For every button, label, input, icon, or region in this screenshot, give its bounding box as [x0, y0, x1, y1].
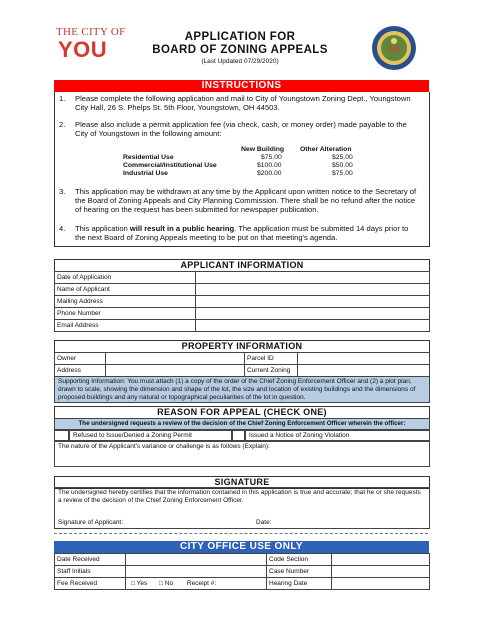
option1-label: Refused to Issue/Denied a Zoning Permit — [69, 430, 232, 441]
table-row — [55, 578, 430, 590]
fee-received-cell — [126, 578, 267, 590]
instruction-text: Please also include a permit application fee (via check, cash, or money order) made payable to the City of Youngstown in the following amount: — [75, 120, 407, 138]
fee-received-label: Fee Received — [55, 578, 126, 590]
table-row — [55, 296, 430, 308]
date-received-input[interactable] — [126, 554, 267, 566]
fee-row-new: $75.00 — [261, 154, 282, 161]
field-label: Email Address — [55, 320, 196, 332]
reason-heading: REASON FOR APPEAL (CHECK ONE) — [54, 406, 430, 419]
instructions-heading: INSTRUCTIONS — [54, 80, 429, 92]
table-row — [55, 365, 430, 377]
address-label: Address — [55, 365, 106, 377]
case-number-input[interactable] — [332, 566, 430, 578]
instruction-number: 4. — [59, 224, 66, 233]
date-label: Date: — [256, 519, 272, 526]
no-checkbox[interactable]: □ No — [159, 580, 174, 587]
fee-row-other: $50.00 — [332, 162, 353, 169]
table-row — [55, 308, 430, 320]
fee-col-new: New Building — [241, 146, 285, 153]
field-input[interactable] — [196, 320, 430, 332]
text-part: This application — [75, 224, 130, 233]
applicant-heading: APPLICANT INFORMATION — [54, 259, 430, 272]
office-heading: CITY OFFICE USE ONLY — [54, 541, 429, 553]
parcel-input[interactable] — [298, 353, 430, 365]
table-row — [55, 566, 430, 578]
fee-row-label: Industrial Use — [123, 170, 168, 177]
page-title-line2: BOARD OF ZONING APPEALS — [152, 44, 328, 56]
option1-checkbox[interactable] — [54, 430, 69, 441]
last-updated: (Last Updated 07/29/2020) — [201, 58, 279, 65]
case-number-label: Case Number — [267, 566, 332, 578]
fee-row-other: $75.00 — [332, 170, 353, 177]
office-table — [54, 553, 430, 590]
hearing-date-label: Hearing Date — [267, 578, 332, 590]
receipt-label: Receipt #: — [186, 580, 217, 587]
field-label: Name of Applicant — [55, 284, 196, 296]
instruction-number: 3. — [59, 187, 66, 196]
city-logo-text: THE CITY OF — [56, 26, 126, 38]
option2-label: Issued a Notice of Zoning Violation — [245, 430, 430, 441]
table-row — [55, 320, 430, 332]
table-row — [55, 353, 430, 365]
city-logo-you: YOU — [58, 37, 108, 62]
address-input[interactable] — [106, 365, 245, 377]
field-label: Mailing Address — [55, 296, 196, 308]
fee-row-label: Commercial/Institutional Use — [123, 162, 217, 169]
city-seal-icon — [371, 25, 417, 71]
field-input[interactable] — [196, 284, 430, 296]
instruction-number: 2. — [59, 120, 66, 129]
fee-row-new: $200.00 — [257, 170, 282, 177]
cut-line — [54, 533, 428, 534]
reason-subheading: The undersigned requests a review of the decision of the Chief Zoning Enforcement Officer wherein the officer: — [54, 418, 430, 430]
code-section-label: Code Section — [267, 554, 332, 566]
fee-row-label: Residential Use — [123, 154, 174, 161]
table-row — [55, 554, 430, 566]
zoning-input[interactable] — [298, 365, 430, 377]
field-label: Phone Number — [55, 308, 196, 320]
fee-row-other: $25.00 — [332, 154, 353, 161]
instruction-number: 1. — [59, 94, 66, 103]
staff-initials-label: Staff Initials — [55, 566, 126, 578]
signature-heading: SIGNATURE — [54, 476, 430, 489]
field-input[interactable] — [196, 296, 430, 308]
yes-checkbox[interactable]: □ Yes — [131, 580, 148, 587]
staff-initials-input[interactable] — [126, 566, 267, 578]
instruction-text: This application may be withdrawn at any time by the Applicant upon written notice to the Secretary of the Board of Zoning Appeals and City Planning Commission. There shall be no refund after the notice of hearing on the request has been submitted for newspaper publication. — [75, 187, 417, 214]
option2-checkbox[interactable] — [232, 430, 245, 441]
property-heading: PROPERTY INFORMATION — [54, 340, 430, 353]
signature-box — [54, 487, 430, 529]
fee-row-new: $100.00 — [257, 162, 282, 169]
field-label: Date of Application — [55, 272, 196, 284]
instruction-text: Please complete the following application and mail to City of Youngstown Zoning Dept., Youngstown City Hall, 26 S. Phelps St. 5th Floor, Youngstown, OH 44503. — [75, 94, 411, 112]
signature-certification: The undersigned hereby certifies that the information contained in this application is true and accurate; that he or she requests a review of the decision of the Chief Zoning Enforcement Officer. — [58, 489, 421, 504]
property-table — [54, 352, 430, 377]
signature-label: Signature of Applicant: — [58, 519, 124, 526]
owner-input[interactable] — [106, 353, 245, 365]
date-received-label: Date Received — [55, 554, 126, 566]
text-part-bold: will result in a public hearing — [129, 224, 235, 233]
zoning-label: Current Zoning — [245, 365, 298, 377]
table-row — [55, 272, 430, 284]
hearing-date-input[interactable] — [332, 578, 430, 590]
nature-explain-field[interactable] — [54, 441, 430, 467]
applicant-table — [54, 271, 430, 332]
page-title-line1: APPLICATION FOR — [184, 31, 296, 43]
fee-col-other: Other Alteration — [300, 146, 352, 153]
instructions-box — [54, 92, 430, 247]
code-section-input[interactable] — [332, 554, 430, 566]
field-input[interactable] — [196, 272, 430, 284]
nature-label: The nature of the Applicant's variance or challenge is as follows (Explain): — [58, 443, 270, 450]
supporting-information: Supporting Information: You must attach (1) a copy of the order of the Chief Zoning Enforcement Officer and (2) a plot plan, drawn to scale, showing the dimension and shape of the lot, the size and location of existing buildings and the dimensions of proposed buildings and any natural or topographical peculiarities of the lot in question. — [54, 376, 430, 403]
table-row — [55, 284, 430, 296]
owner-label: Owner — [55, 353, 106, 365]
parcel-label: Parcel ID — [245, 353, 298, 365]
field-input[interactable] — [196, 308, 430, 320]
text-part: . The application must be submitted 14 days prior to the next Board of Zoning Appeals meeting to be put on that meeting's agenda. — [75, 224, 409, 242]
instruction-text — [75, 224, 420, 242]
